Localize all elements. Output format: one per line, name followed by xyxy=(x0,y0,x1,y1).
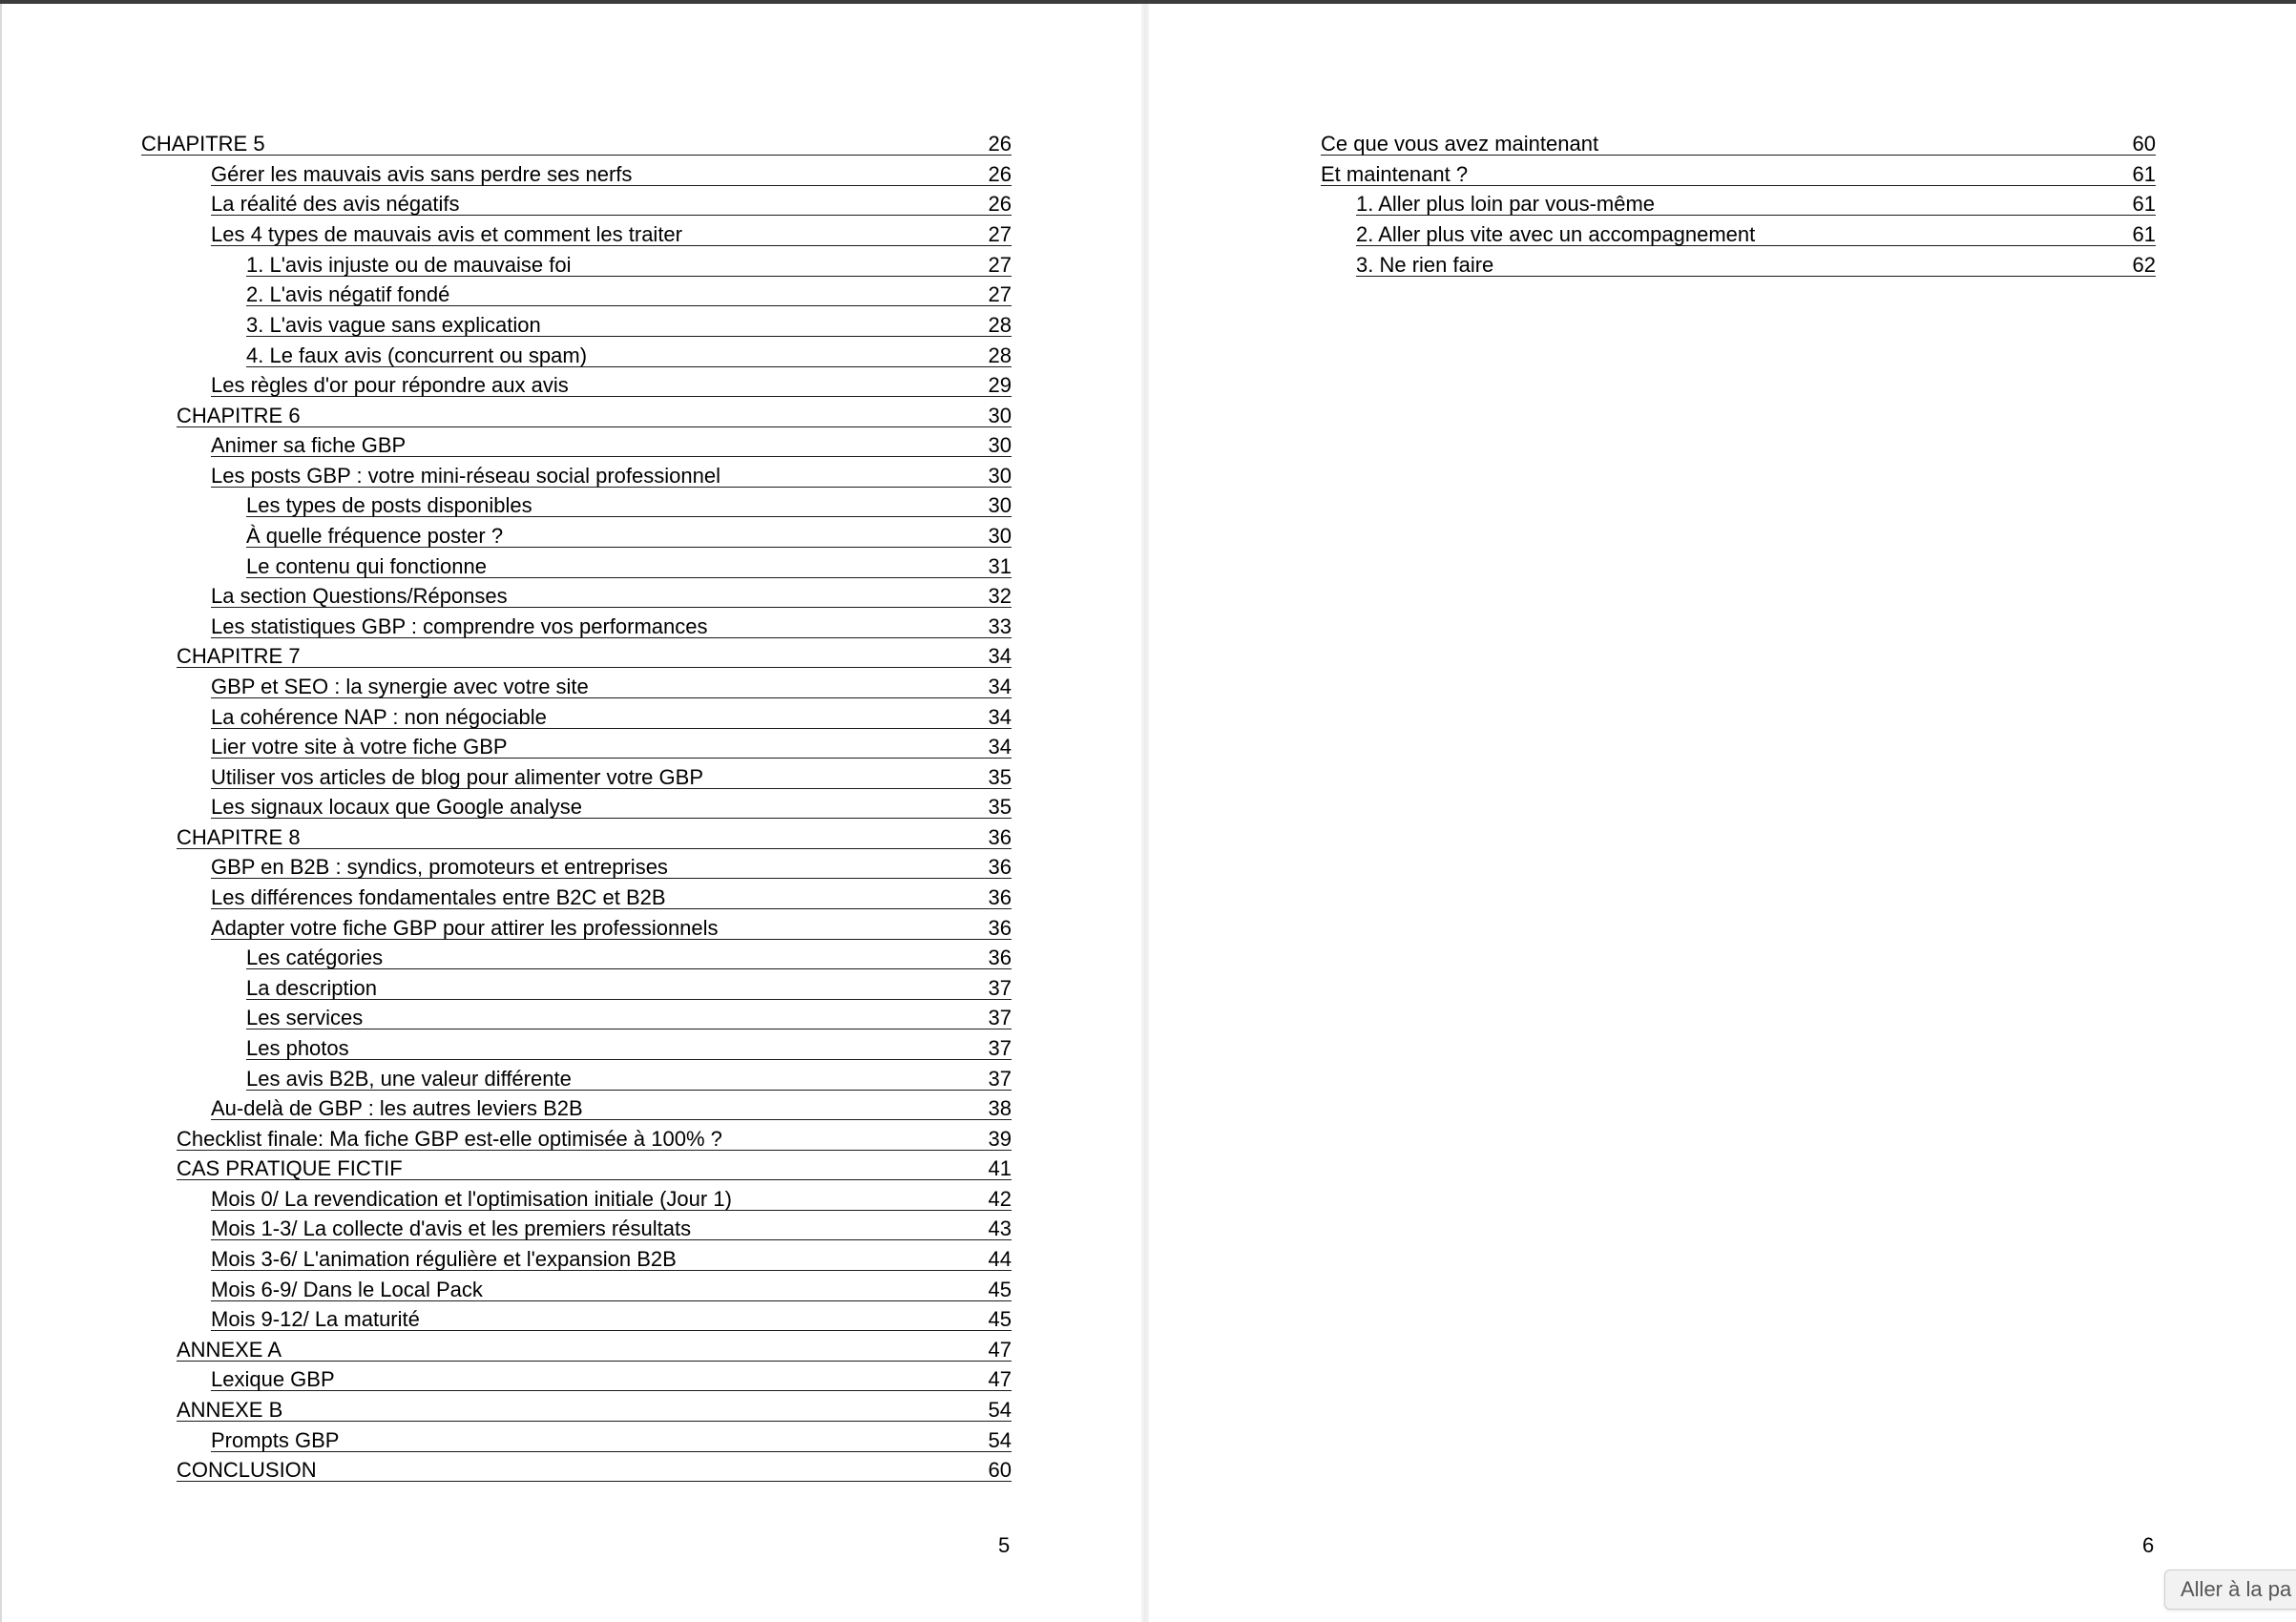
toc-entry-title: GBP et SEO : la synergie avec votre site xyxy=(211,675,589,698)
toc-entry[interactable] xyxy=(246,524,1012,548)
toc-entry-title: Les posts GBP : votre mini-réseau social professionnel xyxy=(211,464,720,488)
toc-entry-title: Les photos xyxy=(246,1036,349,1060)
toc-entry-page: 27 xyxy=(988,282,1012,306)
toc-entry[interactable] xyxy=(211,795,1012,819)
toc-entry-page: 30 xyxy=(988,433,1012,457)
toc-entry-page: 37 xyxy=(988,1067,1012,1091)
toc-entry-title: Mois 6-9/ Dans le Local Pack xyxy=(211,1278,483,1301)
toc-entry-title: 2. Aller plus vite avec un accompagnement xyxy=(1356,222,1756,246)
toc-entry-page: 30 xyxy=(988,464,1012,488)
toc-entry-title: Mois 3-6/ L'animation régulière et l'expansion B2B xyxy=(211,1247,677,1271)
toc-entry-page: 42 xyxy=(988,1187,1012,1211)
toc-entry[interactable] xyxy=(211,192,1012,216)
toc-entry[interactable] xyxy=(211,222,1012,246)
toc-entry-page: 54 xyxy=(988,1398,1012,1422)
toc-entry-title: Les statistiques GBP : comprendre vos performances xyxy=(211,614,708,638)
toc-entry-page: 34 xyxy=(988,735,1012,759)
toc-entry-title: Ce que vous avez maintenant xyxy=(1321,132,1599,156)
toc-entry[interactable] xyxy=(177,1127,1012,1151)
toc-entry[interactable] xyxy=(246,946,1012,969)
toc-entry[interactable] xyxy=(177,404,1012,427)
toc-entry[interactable] xyxy=(211,885,1012,909)
toc-entry-page: 28 xyxy=(988,343,1012,367)
toc-entry-title: 1. L'avis injuste ou de mauvaise foi xyxy=(246,253,572,277)
toc-entry-page: 36 xyxy=(988,855,1012,879)
toc-entry[interactable] xyxy=(211,1187,1012,1211)
toc-entry[interactable] xyxy=(211,614,1012,638)
toc-entry-title: 2. L'avis négatif fondé xyxy=(246,282,450,306)
page-6 xyxy=(1149,4,2296,1622)
toc-entry-page: 38 xyxy=(988,1096,1012,1120)
page-number: 6 xyxy=(2142,1533,2155,1557)
toc-entry[interactable] xyxy=(211,916,1012,940)
toc-entry[interactable] xyxy=(1356,222,2156,246)
toc-entry-page: 61 xyxy=(2132,222,2156,246)
toc-entry-title: Utiliser vos articles de blog pour alimenter votre GBP xyxy=(211,765,703,789)
page-number: 5 xyxy=(998,1533,1011,1557)
toc-entry-page: 39 xyxy=(988,1127,1012,1151)
toc-entry-title: La cohérence NAP : non négociable xyxy=(211,705,547,729)
toc-entry-title: Les signaux locaux que Google analyse xyxy=(211,795,582,819)
toc-entry[interactable] xyxy=(211,1216,1012,1240)
toc-entry-page: 34 xyxy=(988,644,1012,668)
toc-entry-page: 36 xyxy=(988,885,1012,909)
toc-entry-page: 36 xyxy=(988,946,1012,969)
toc-entry[interactable] xyxy=(211,1428,1012,1452)
toc-entry-page: 34 xyxy=(988,675,1012,698)
toc-entry-page: 30 xyxy=(988,493,1012,517)
toc-entry[interactable] xyxy=(246,313,1012,337)
toc-entry-page: 36 xyxy=(988,825,1012,849)
page-5 xyxy=(0,4,1141,1622)
toc-entry-title: Checklist finale: Ma fiche GBP est-elle optimisée à 100% ? xyxy=(177,1127,722,1151)
toc-entry-title: Le contenu qui fonctionne xyxy=(246,554,487,578)
toc-entry[interactable] xyxy=(246,1067,1012,1091)
toc-entry-title: Les 4 types de mauvais avis et comment les traiter xyxy=(211,222,682,246)
toc-entry-title: Mois 1-3/ La collecte d'avis et les premiers résultats xyxy=(211,1216,692,1240)
toc-entry-title: 1. Aller plus loin par vous-même xyxy=(1356,192,1656,216)
toc-entry-title: Mois 9-12/ La maturité xyxy=(211,1307,420,1331)
toc-entry-title: CHAPITRE 7 xyxy=(177,644,301,668)
toc-entry-title: Animer sa fiche GBP xyxy=(211,433,407,457)
toc-entry-title: Lexique GBP xyxy=(211,1367,335,1391)
toc-entry-title: GBP en B2B : syndics, promoteurs et entreprises xyxy=(211,855,668,879)
toc-entry-page: 26 xyxy=(988,192,1012,216)
toc-entry[interactable] xyxy=(246,343,1012,367)
toc-entry-page: 62 xyxy=(2132,253,2156,277)
toc-entry[interactable] xyxy=(211,1278,1012,1301)
toc-entry[interactable] xyxy=(177,1338,1012,1362)
toc-entry-title: La section Questions/Réponses xyxy=(211,584,508,608)
toc-entry[interactable] xyxy=(177,1398,1012,1422)
toc-entry[interactable] xyxy=(211,373,1012,397)
toc-entry[interactable] xyxy=(1356,253,2156,277)
toc-entry-page: 41 xyxy=(988,1156,1012,1180)
toc-entry[interactable] xyxy=(177,1156,1012,1180)
toc-entry-title: Les règles d'or pour répondre aux avis xyxy=(211,373,569,397)
toc-entry-page: 45 xyxy=(988,1278,1012,1301)
toc-entry-page: 60 xyxy=(2132,132,2156,156)
toc-entry[interactable] xyxy=(211,584,1012,608)
toc-entry-title: CAS PRATIQUE FICTIF xyxy=(177,1156,403,1180)
toc-entry-title: Les avis B2B, une valeur différente xyxy=(246,1067,572,1091)
toc-entry-page: 61 xyxy=(2132,162,2156,186)
toc-entry-page: 54 xyxy=(988,1428,1012,1452)
toc-entry-page: 37 xyxy=(988,1036,1012,1060)
toc-entry-title: ANNEXE B xyxy=(177,1398,283,1422)
toc-entry[interactable] xyxy=(211,765,1012,789)
toc-entry[interactable] xyxy=(246,493,1012,517)
toc-entry[interactable] xyxy=(211,464,1012,488)
toc-entry-page: 35 xyxy=(988,765,1012,789)
toc-entry[interactable] xyxy=(211,1096,1012,1120)
toc-entry-title: Au-delà de GBP : les autres leviers B2B xyxy=(211,1096,583,1120)
toc-entry-page: 33 xyxy=(988,614,1012,638)
toc-entry[interactable] xyxy=(211,705,1012,729)
toc-entry[interactable] xyxy=(1321,162,2156,186)
toc-entry-page: 27 xyxy=(988,253,1012,277)
toc-entry-title: Gérer les mauvais avis sans perdre ses nerfs xyxy=(211,162,633,186)
toc-entry-title: 3. Ne rien faire xyxy=(1356,253,1494,277)
toc-entry[interactable] xyxy=(246,282,1012,306)
toc-entry-title: CHAPITRE 5 xyxy=(141,132,265,156)
toc-entry-title: 4. Le faux avis (concurrent ou spam) xyxy=(246,343,588,367)
toc-entry-title: Lier votre site à votre fiche GBP xyxy=(211,735,508,759)
toc-entry-title: Les types de posts disponibles xyxy=(246,493,532,517)
toc-entry-title: CONCLUSION xyxy=(177,1458,317,1482)
toc-entry-page: 61 xyxy=(2132,192,2156,216)
toc-entry-page: 31 xyxy=(988,554,1012,578)
toc-entry[interactable] xyxy=(211,1367,1012,1391)
toc-entry-page: 36 xyxy=(988,916,1012,940)
page-gutter xyxy=(1141,4,1149,1622)
toc-entry[interactable] xyxy=(211,855,1012,879)
toc-entry-title: Les catégories xyxy=(246,946,384,969)
toc-entry-page: 27 xyxy=(988,222,1012,246)
toc-entry-page: 47 xyxy=(988,1338,1012,1362)
toc-entry[interactable] xyxy=(211,433,1012,457)
toc-entry-page: 45 xyxy=(988,1307,1012,1331)
toc-entry-title: ANNEXE A xyxy=(177,1338,282,1362)
toc-entry-page: 32 xyxy=(988,584,1012,608)
toc-entry-page: 26 xyxy=(988,132,1012,156)
toc-entry-page: 43 xyxy=(988,1216,1012,1240)
toc-entry-title: Mois 0/ La revendication et l'optimisation initiale (Jour 1) xyxy=(211,1187,732,1211)
toc-entry-page: 34 xyxy=(988,705,1012,729)
toc-entry-title: Et maintenant ? xyxy=(1321,162,1469,186)
toc-entry[interactable] xyxy=(211,675,1012,698)
toc-entry-page: 29 xyxy=(988,373,1012,397)
toc-entry-title: CHAPITRE 8 xyxy=(177,825,301,849)
toc-entry[interactable] xyxy=(246,253,1012,277)
toc-entry[interactable] xyxy=(141,132,1012,156)
toc-entry-page: 35 xyxy=(988,795,1012,819)
toc-entry-title: 3. L'avis vague sans explication xyxy=(246,313,541,337)
toc-entry-title: CHAPITRE 6 xyxy=(177,404,301,427)
toc-entry-page: 37 xyxy=(988,976,1012,1000)
toc-entry-page: 30 xyxy=(988,404,1012,427)
toc-entry-title: Les différences fondamentales entre B2C et B2B xyxy=(211,885,666,909)
toc-entry[interactable] xyxy=(1356,192,2156,216)
toc-entry[interactable] xyxy=(177,1458,1012,1482)
toc-entry-page: 37 xyxy=(988,1006,1012,1029)
toc-entry-title: Les services xyxy=(246,1006,364,1029)
toc-entry-title: Prompts GBP xyxy=(211,1428,340,1452)
toc-entry-title: Adapter votre fiche GBP pour attirer les professionnels xyxy=(211,916,719,940)
toc-entry-page: 28 xyxy=(988,313,1012,337)
toc-entry[interactable] xyxy=(246,1006,1012,1029)
toc-entry-page: 30 xyxy=(988,524,1012,548)
toc-entry[interactable] xyxy=(211,1247,1012,1271)
toc-entry-title: La description xyxy=(246,976,377,1000)
toc-entry-title: La réalité des avis négatifs xyxy=(211,192,460,216)
toc-entry[interactable] xyxy=(246,976,1012,1000)
toc-entry[interactable] xyxy=(211,1307,1012,1331)
toc-entry-page: 26 xyxy=(988,162,1012,186)
toc-entry[interactable] xyxy=(246,1036,1012,1060)
toc-entry[interactable] xyxy=(211,735,1012,759)
go-to-page-tooltip[interactable]: Aller à la pa xyxy=(2164,1570,2296,1610)
toc-entry-page: 60 xyxy=(988,1458,1012,1482)
toc-entry[interactable] xyxy=(1321,132,2156,156)
toc-entry-page: 47 xyxy=(988,1367,1012,1391)
toc-entry-page: 44 xyxy=(988,1247,1012,1271)
toc-entry[interactable] xyxy=(177,825,1012,849)
toc-entry-title: À quelle fréquence poster ? xyxy=(246,524,504,548)
toc-entry[interactable] xyxy=(177,644,1012,668)
toc-entry[interactable] xyxy=(211,162,1012,186)
toc-entry[interactable] xyxy=(246,554,1012,578)
